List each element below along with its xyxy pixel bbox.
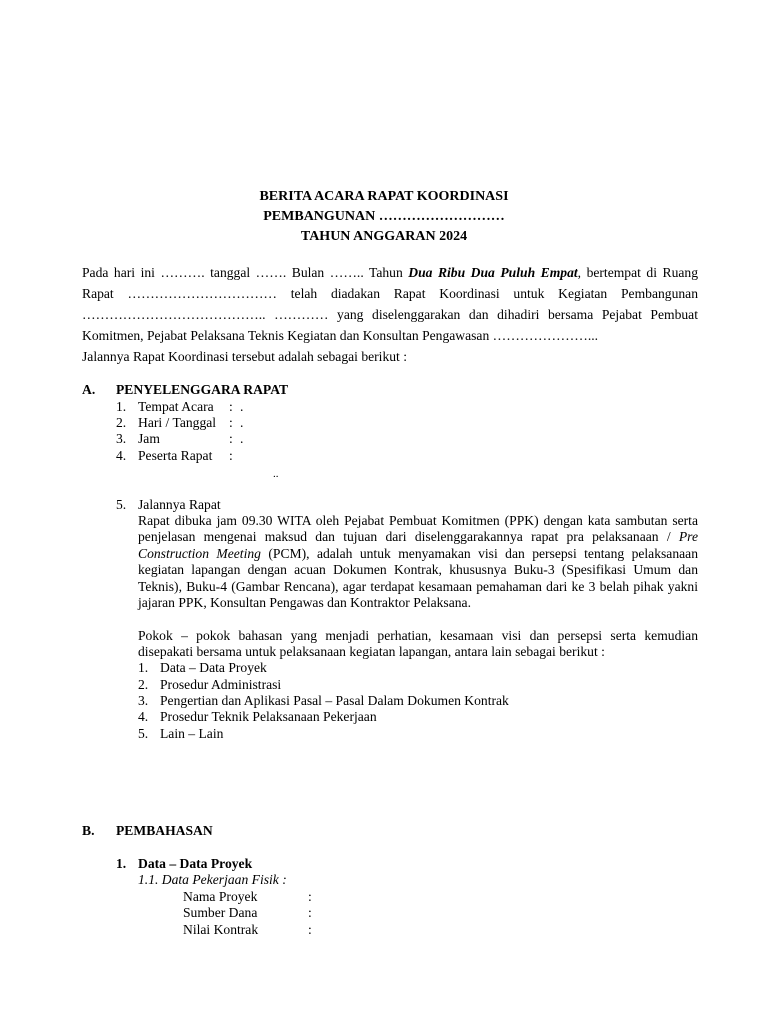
item-1-num: 1.: [116, 399, 127, 414]
topic-1-num: 1.: [138, 660, 149, 675]
item-2-sep: :: [229, 415, 233, 430]
intro-line-1-c: , bertempat di Ruang: [577, 265, 699, 280]
doc-title-line-3: TAHUN ANGGARAN 2024: [300, 229, 468, 244]
intro-line-2: Rapat …………………………… telah diadakan Rapat Koordinasi untuk Kegiatan Pembangunan: [82, 286, 698, 301]
item-4-num: 4.: [116, 448, 127, 463]
field-project-name-label: Nama Proyek: [183, 889, 258, 904]
meeting-para-1-line-3-text: (PCM), adalah untuk menyamakan visi dan persepsi tentang pelaksanaan: [260, 546, 698, 561]
section-a-title: PENYELENGGARA RAPAT: [116, 382, 289, 397]
meeting-para-1-italic-pre: Pre: [678, 529, 698, 544]
topic-5-text: Lain – Lain: [160, 726, 224, 741]
intro-line-5: Jalannya Rapat Koordinasi tersebut adalah sebagai berikut :: [82, 349, 408, 364]
field-fund-source-label: Sumber Dana: [183, 905, 258, 920]
intro-year-words: Dua Ribu Dua Puluh Empat: [408, 265, 578, 280]
subsection-1-title: Data – Data Proyek: [138, 856, 253, 871]
item-3-num: 3.: [116, 431, 127, 446]
item-2-label: Hari / Tanggal: [138, 415, 217, 430]
topic-2-text: Prosedur Administrasi: [160, 677, 282, 692]
topic-4-text: Prosedur Teknik Pelaksanaan Pekerjaan: [160, 709, 377, 724]
item-1-label: Tempat Acara: [138, 399, 214, 414]
intro-line-3: ………………………………….. ………… yang diselenggarakan dan dihadiri bersama Pejabat Pembuat: [82, 307, 698, 322]
topic-4-num: 4.: [138, 709, 149, 724]
meeting-para-1-line-6: jajaran PPK, Konsultan Pengawas dan Kontraktor Pelaksana.: [138, 595, 471, 610]
subsection-1-1-title: 1.1. Data Pekerjaan Fisik :: [138, 872, 287, 887]
item-3-value: .: [240, 431, 244, 446]
subsection-1-num: 1.: [116, 856, 127, 871]
item-4-sep: :: [229, 448, 233, 463]
doc-title-line-2: PEMBANGUNAN ………………………: [263, 209, 505, 224]
item-2-num: 2.: [116, 415, 127, 430]
item-2-value: .: [240, 415, 244, 430]
topic-3-num: 3.: [138, 693, 149, 708]
item-5-num: 5.: [116, 497, 127, 512]
meeting-para-1-line-3: [138, 546, 698, 562]
topic-3-text: Pengertian dan Aplikasi Pasal – Pasal Dalam Dokumen Kontrak: [160, 693, 509, 708]
section-b-letter: B.: [82, 823, 95, 838]
item-1-sep: :: [229, 399, 233, 414]
meeting-para-2-line-1: Pokok – pokok bahasan yang menjadi perhatian, kesamaan visi dan persepsi serta kemudian: [138, 628, 698, 643]
field-contract-value-sep: :: [308, 922, 312, 937]
meeting-para-1-line-2-text: penjelasan mengenai maksud dan tujuan dari diselenggarakannya rapat pra pelaksanaan /: [138, 529, 679, 544]
field-fund-source-sep: :: [308, 905, 312, 920]
meeting-para-1-line-1: Rapat dibuka jam 09.30 WITA oleh Pejabat Pembuat Komitmen (PPK) dengan kata sambutan serta: [138, 513, 698, 528]
topic-1-text: Data – Data Proyek: [160, 660, 267, 675]
meeting-para-1-line-5: Teknis), Buku-4 (Gambar Rencana), agar terdapat kesamaan pemahaman dari ke 3 belah pihak yakni: [138, 579, 698, 594]
meeting-para-2-line-2: disepakati bersama untuk pelaksanaan kegiatan lapangan, antara lain sebagai berikut :: [138, 644, 605, 659]
field-contract-value-label: Nilai Kontrak: [183, 922, 259, 937]
doc-title-line-1: BERITA ACARA RAPAT KOORDINASI: [259, 189, 509, 204]
topic-5-num: 5.: [138, 726, 149, 741]
item-3-sep: :: [229, 431, 233, 446]
item-4-label: Peserta Rapat: [138, 448, 213, 463]
item-5-label: Jalannya Rapat: [138, 497, 221, 512]
participants-dots: ..: [273, 468, 279, 480]
intro-line-1: [82, 265, 698, 281]
field-project-name-sep: :: [308, 889, 312, 904]
item-3-label: Jam: [138, 431, 160, 446]
intro-line-4: Komitmen, Pejabat Pelaksana Teknis Kegiatan dan Konsultan Pengawasan …………………...: [82, 328, 599, 343]
section-b-title: PEMBAHASAN: [116, 823, 213, 838]
topic-2-num: 2.: [138, 677, 149, 692]
meeting-para-1-line-4: kegiatan lapangan dengan acuan Dokumen Kontrak, khususnya Buku-3 (Spesifikasi Umum dan: [138, 562, 698, 577]
intro-line-1-a: Pada hari ini ………. tanggal ……. Bulan …….. Tahun: [82, 265, 409, 280]
section-a-letter: A.: [82, 382, 96, 397]
meeting-para-1-italic-pcm: Construction Meeting: [138, 546, 261, 561]
item-1-value: .: [240, 399, 244, 414]
meeting-para-1-line-2: [138, 529, 698, 545]
